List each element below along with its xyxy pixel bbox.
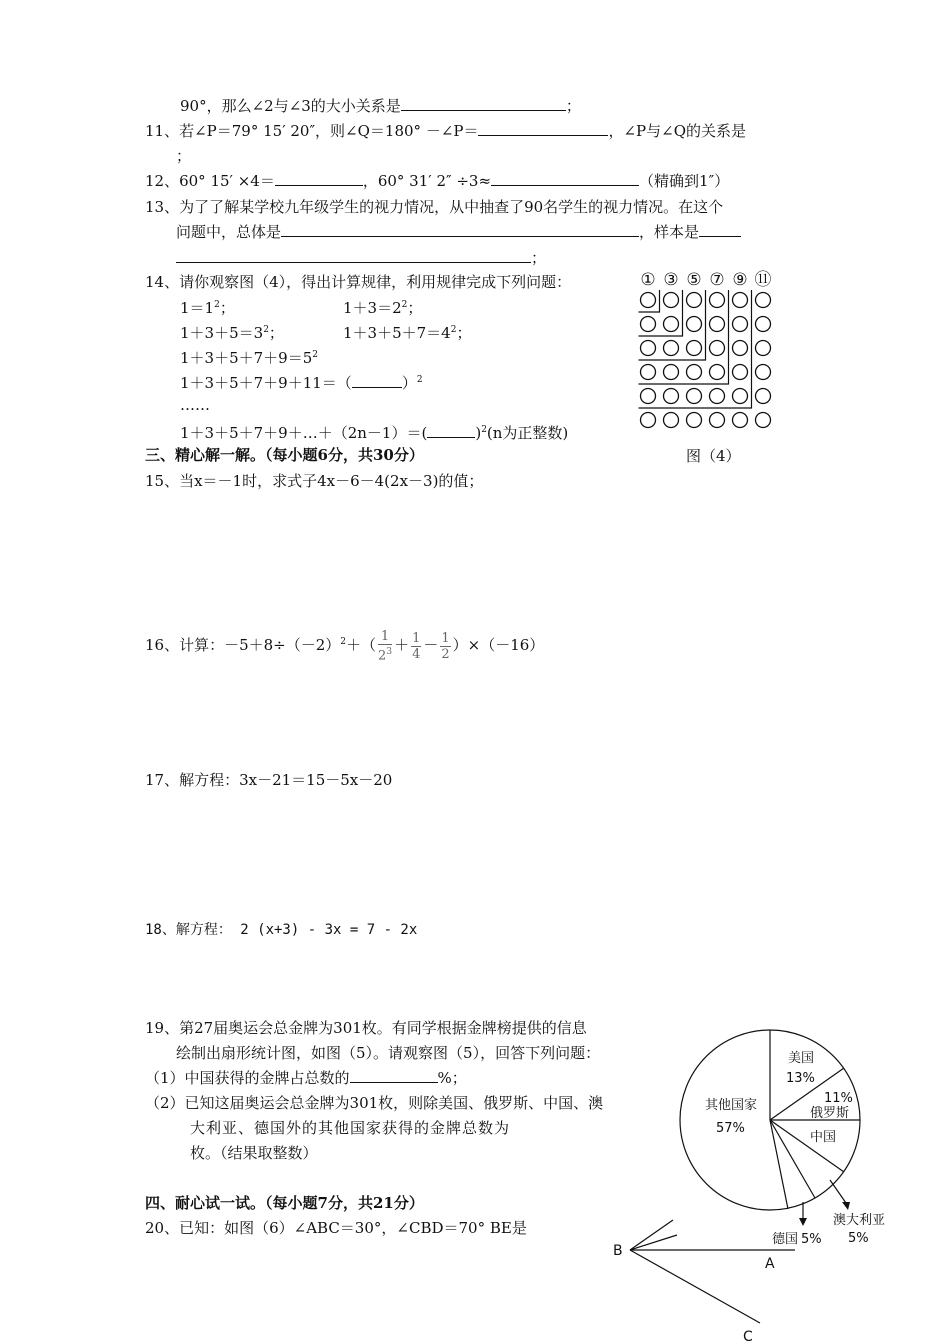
ray-be xyxy=(630,1235,677,1250)
figure-4-l-separator xyxy=(639,290,706,360)
pie-divider-australia-germany xyxy=(770,1120,815,1198)
ray-bc xyxy=(630,1250,760,1323)
q11-text-a: 11、若∠P＝79° 15′ 20″，则∠Q＝180° －∠P＝ xyxy=(145,122,479,140)
figure-4-label: ③ xyxy=(663,270,679,290)
figure-4-circle xyxy=(756,389,771,404)
pie-value-other: 57% xyxy=(716,1121,745,1136)
q16-f1-den-base: 2 xyxy=(378,648,387,664)
q19-line6: 枚。（结果取整数） xyxy=(190,1144,318,1162)
figure-4-circle xyxy=(756,341,771,356)
figure-4-circle xyxy=(733,293,748,308)
q14-row1a xyxy=(180,295,235,318)
point-label-a: A xyxy=(765,1256,775,1272)
q16-fraction-2 xyxy=(411,631,421,662)
figure-4-circle xyxy=(710,341,725,356)
figure-4-label: ⑦ xyxy=(709,270,725,290)
q12-text-c: （精确到1″） xyxy=(639,172,730,190)
figure-4-circle xyxy=(687,293,702,308)
figure-4-circle xyxy=(687,389,702,404)
q17: 17、解方程：3x－21＝15－5x－20 xyxy=(145,771,393,789)
q14-r6-sup: 2 xyxy=(481,425,487,435)
q14-r3-sup: 2 xyxy=(312,350,318,360)
figure-4-circle xyxy=(710,413,725,428)
figure-4-circles xyxy=(630,265,780,440)
q13-line1: 13、为了了解某学校九年级学生的视力情况，从中抽查了90名学生的视力情况。在这个 xyxy=(145,198,724,216)
q14-r1b-end: ； xyxy=(407,299,423,317)
q14-r2a-end: ； xyxy=(268,324,284,342)
q14-r2a-sup: 2 xyxy=(263,325,269,335)
q16-f1-den-sup: 3 xyxy=(386,646,393,657)
q14-row4 xyxy=(180,370,423,393)
figure-4-circle xyxy=(687,317,702,332)
pie-label-other: 其他国家 xyxy=(705,1098,758,1113)
q16-f2-den: 4 xyxy=(412,646,421,662)
q16-minus: － xyxy=(423,636,439,654)
q14-r1a-sup: 2 xyxy=(214,300,220,310)
q19-l3-text-a: （1）中国获得的金牌占总数的 xyxy=(145,1069,350,1087)
figure-6-angles xyxy=(605,1205,805,1344)
figure-4-circle xyxy=(641,413,656,428)
q16-f2-num: 1 xyxy=(412,630,421,646)
figure-4-circle xyxy=(641,365,656,380)
section-4-heading: 四、耐心试一试。（每小题7分，共21分） xyxy=(145,1194,424,1212)
figure-4-label: ⑤ xyxy=(686,270,702,290)
pie-value-germany: 5% xyxy=(801,1232,822,1247)
q12-text-a: 12、60° 15′ ×4＝ xyxy=(145,172,275,190)
figure-4-circle xyxy=(710,317,725,332)
q14-r4-text-b: ） xyxy=(401,374,417,392)
figure-4-circle xyxy=(756,293,771,308)
point-label-c: C xyxy=(743,1329,753,1344)
pie-divider-germany-other xyxy=(770,1120,788,1209)
q10-end: ； xyxy=(565,97,581,115)
q19-percent-blank[interactable] xyxy=(350,1068,438,1083)
q11-answer-blank[interactable] xyxy=(478,121,608,136)
q16-text-a: 16、计算：－5＋8÷（－2） xyxy=(145,636,341,654)
figure-4-circle xyxy=(664,413,679,428)
q10-tail xyxy=(180,96,581,116)
q13-population-blank[interactable] xyxy=(281,222,639,237)
pie-value-usa: 13% xyxy=(786,1071,815,1086)
q10-answer-blank[interactable] xyxy=(401,96,566,111)
point-label-b: B xyxy=(613,1243,623,1259)
q12 xyxy=(145,171,729,191)
figure-4-circle xyxy=(641,293,656,308)
q14-row2b xyxy=(343,320,471,343)
ray-bd xyxy=(630,1220,673,1250)
q19-line1: 19、第27届奥运会总金牌为301枚。有同学根据金牌榜提供的信息 xyxy=(145,1019,587,1037)
figure-4-top-labels xyxy=(640,270,771,290)
figure-4-circle xyxy=(710,389,725,404)
q14-r2b-text: 1＋3＋5＋7＝4 xyxy=(343,324,451,342)
pie-value-australia: 5% xyxy=(848,1231,869,1246)
q16-f3-num: 1 xyxy=(441,630,450,646)
q14-row3 xyxy=(180,345,318,368)
q11 xyxy=(145,121,746,141)
q14-row6 xyxy=(180,420,568,443)
q14-row1b xyxy=(343,295,422,318)
q12-answer-blank-2[interactable] xyxy=(491,171,639,186)
figure-4-circle xyxy=(733,341,748,356)
q16-fraction-1 xyxy=(378,629,392,663)
q19-l3-text-b: %； xyxy=(437,1069,467,1087)
q14-r4-sup: 2 xyxy=(416,375,423,385)
pie-arrowhead-australia xyxy=(842,1202,850,1210)
pie-divider-china-australia xyxy=(770,1120,844,1172)
section-3-heading: 三、精心解一解。（每小题6分，共30分） xyxy=(145,446,424,464)
q18: 18、解方程： 2 (x+3) - 3x = 7 - 2x xyxy=(145,922,418,938)
figure-4-label: ① xyxy=(640,270,656,290)
q16-fraction-3 xyxy=(440,631,450,662)
q14-r2b-end: ； xyxy=(456,324,472,342)
q14-r1a-end: ； xyxy=(219,299,235,317)
q14-intro: 14、请你观察图（4），得出计算规律，利用规律完成下列问题： xyxy=(145,273,572,291)
q12-text-b: ，60° 31′ 2″ ÷3≈ xyxy=(362,172,492,190)
q14-row2a xyxy=(180,320,284,343)
figure-4-caption: 图（4） xyxy=(686,447,741,465)
figure-4-l-separator xyxy=(639,290,729,384)
figure-4-circle xyxy=(664,341,679,356)
q14-r4-text-a: 1＋3＋5＋7＋9＋11＝（ xyxy=(180,374,352,392)
q14-r4-blank[interactable] xyxy=(352,373,402,388)
q12-answer-blank-1[interactable] xyxy=(275,171,363,186)
q16-sup: 2 xyxy=(340,637,347,647)
q20: 20、已知：如图（6）∠ABC＝30°，∠CBD＝70° BE是 xyxy=(145,1219,527,1237)
figure-4-circle xyxy=(687,413,702,428)
q13-sample-blank[interactable] xyxy=(699,222,741,237)
q16 xyxy=(145,624,544,663)
q13-text-d: ； xyxy=(531,249,547,267)
q13-line3 xyxy=(176,248,546,268)
q15: 15、当x＝－1时，求式子4x－6－4(2x－3)的值； xyxy=(145,472,484,490)
pie-label-china: 中国 xyxy=(810,1130,837,1145)
pie-label-russia: 俄罗斯 xyxy=(810,1106,850,1121)
figure-4-circle xyxy=(710,293,725,308)
q13-text-b: 问题中，总体是 xyxy=(176,223,282,241)
q14-r1b-sup: 2 xyxy=(401,300,408,310)
figure-4-circle xyxy=(687,365,702,380)
figure-4-circle xyxy=(756,317,771,332)
q14-r6-text-a: 1＋3＋5＋7＋9＋…＋（2n－1）＝( xyxy=(180,424,428,442)
q16-f1-den xyxy=(378,645,392,663)
q14-r1b-text: 1＋3＝2 xyxy=(343,299,402,317)
q11-text-b: ，∠P与∠Q的关系是 xyxy=(608,122,747,140)
pie-arrow-australia xyxy=(830,1180,846,1203)
q13-text-c: ，样本是 xyxy=(639,223,700,241)
q16-plus: ＋ xyxy=(394,636,410,654)
q16-text-b: ＋（ xyxy=(346,636,377,654)
figure-4-circle xyxy=(641,389,656,404)
figure-4-circle xyxy=(756,413,771,428)
figure-4-circle xyxy=(733,365,748,380)
figure-4-circle xyxy=(664,365,679,380)
pie-label-germany: 德国 xyxy=(772,1232,799,1247)
q14-dots: …… xyxy=(180,396,210,414)
q11-end: ； xyxy=(176,147,192,165)
q19-line3 xyxy=(145,1068,467,1088)
q10-text: 90°，那么∠2与∠3的大小关系是 xyxy=(180,97,401,115)
q13-line2 xyxy=(176,222,741,242)
figure-4-label: ⑨ xyxy=(732,270,748,290)
q14-r6-text-b: ) xyxy=(475,424,482,442)
q14-r3-text: 1＋3＋5＋7＋9＝5 xyxy=(180,349,313,367)
figure-4-circle xyxy=(664,317,679,332)
figure-4-circle xyxy=(664,293,679,308)
figure-4-circle xyxy=(733,413,748,428)
figure-4-circle xyxy=(664,389,679,404)
q14-r2a-text: 1＋3＋5＝3 xyxy=(180,324,264,342)
figure-4-label: ⑪ xyxy=(754,270,772,290)
q16-f3-den: 2 xyxy=(441,646,450,662)
q19-line4: （2）已知这届奥运会总金牌为301枚，则除美国、俄罗斯、中国、澳 xyxy=(145,1094,604,1112)
q14-r1a-text: 1＝1 xyxy=(180,299,215,317)
figure-4-circle xyxy=(641,341,656,356)
pie-value-russia: 11% xyxy=(824,1091,853,1106)
q16-f1-num: 1 xyxy=(378,629,392,645)
pie-label-australia: 澳大利亚 xyxy=(833,1213,886,1228)
q14-r6-blank[interactable] xyxy=(427,423,475,438)
figure-4-circle xyxy=(733,389,748,404)
q13-sample-blank-cont[interactable] xyxy=(176,248,531,263)
figure-4-l-separator xyxy=(639,290,660,312)
figure-4-circle xyxy=(756,365,771,380)
figure-4-circle xyxy=(687,341,702,356)
q14-r6-text-c: (n为正整数) xyxy=(486,424,569,442)
q19-line2: 绘制出扇形统计图，如图（5）。请观察图（5），回答下列问题： xyxy=(176,1044,601,1062)
figure-4-circle xyxy=(710,365,725,380)
q16-text-c: ）×（－16） xyxy=(452,636,545,654)
figure-4-circle xyxy=(641,317,656,332)
q14-r2b-sup: 2 xyxy=(450,325,457,335)
figure-4-circle xyxy=(733,317,748,332)
q19-line5: 大利亚、德国外的其他国家获得的金牌总数为 xyxy=(190,1119,511,1137)
pie-label-usa: 美国 xyxy=(788,1051,815,1066)
